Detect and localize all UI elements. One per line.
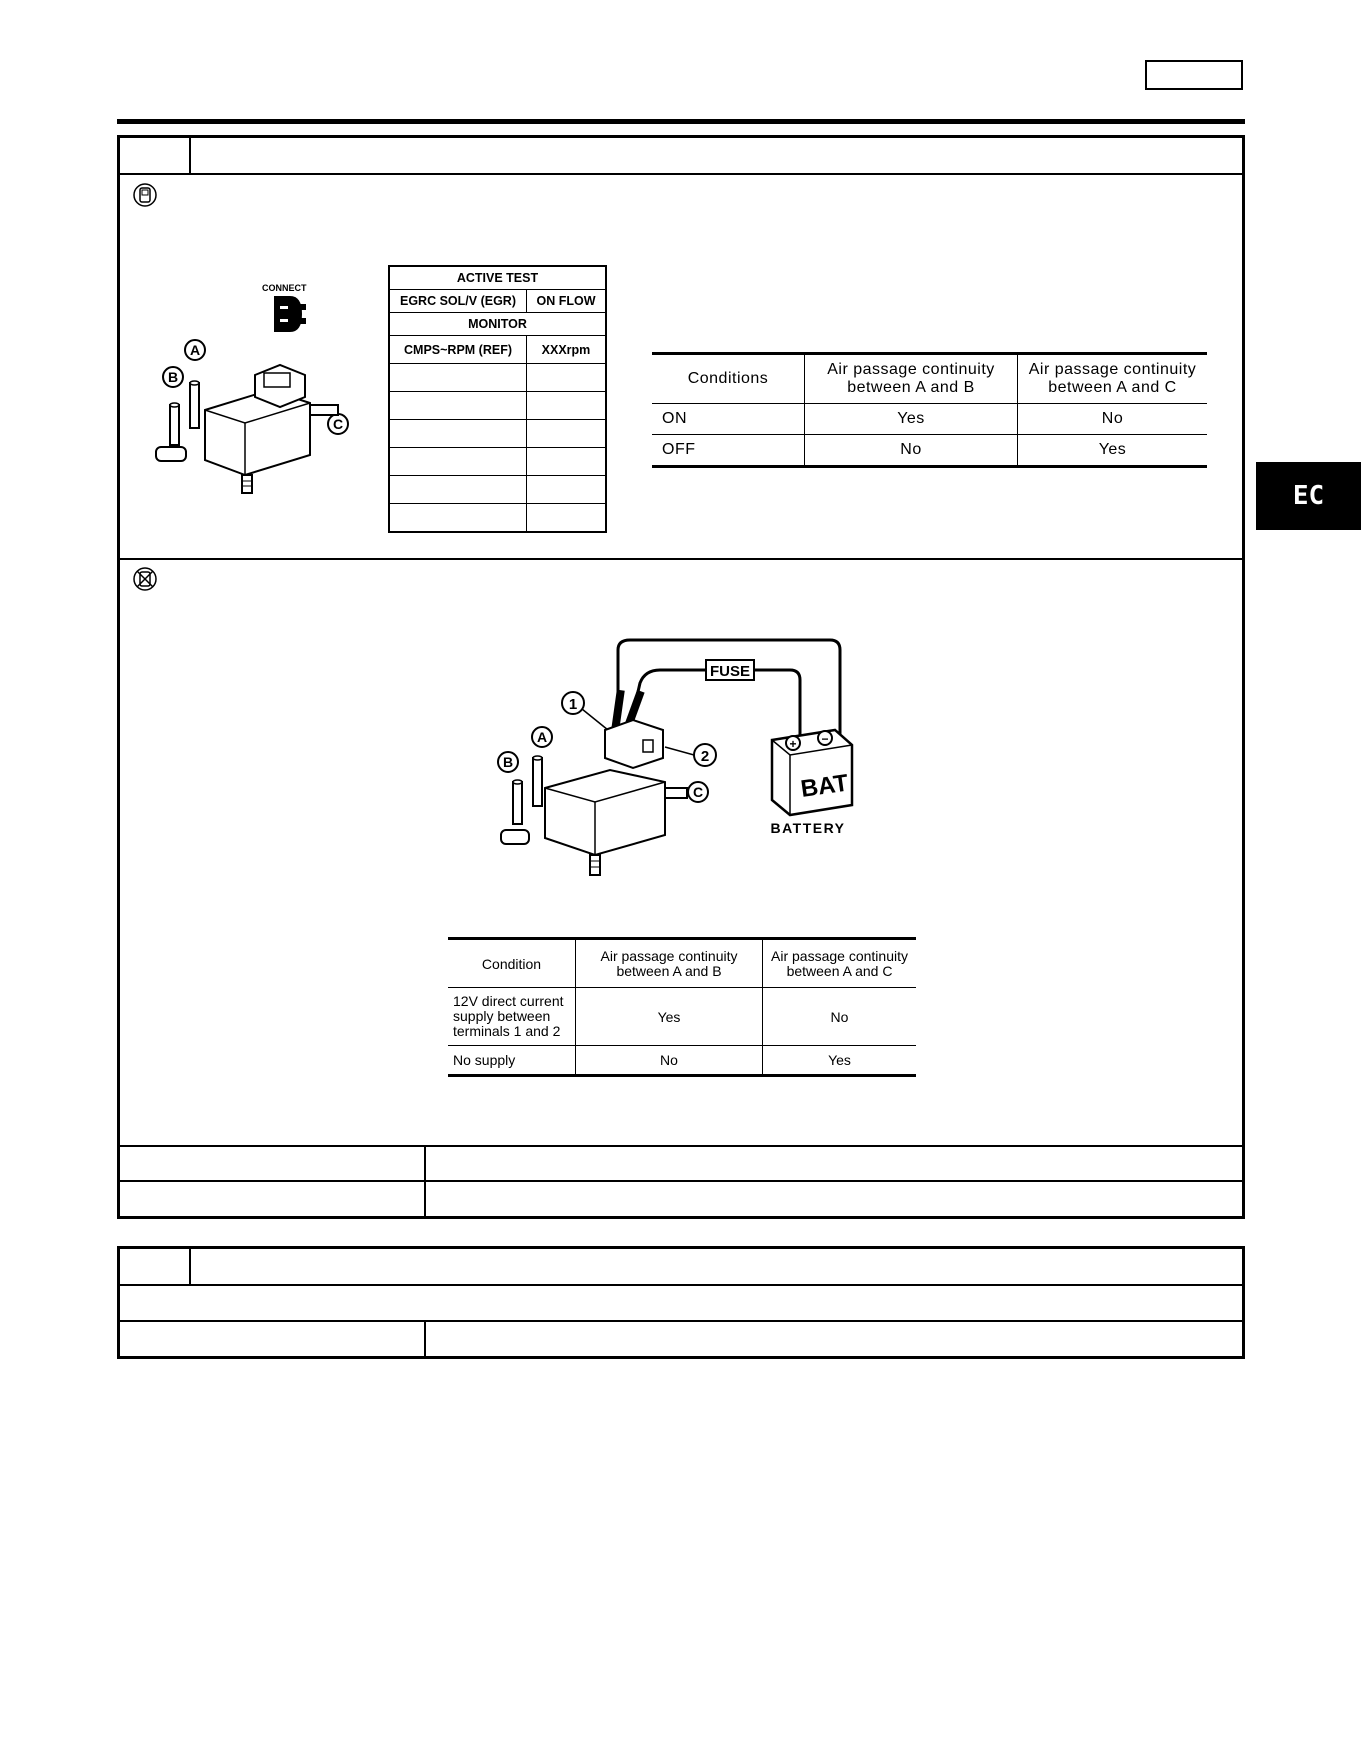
monitor-item: CMPS~RPM (REF) bbox=[389, 336, 527, 364]
consult-tool-icon bbox=[132, 182, 158, 208]
table-cell: No bbox=[830, 1008, 849, 1025]
result-column-divider bbox=[424, 1145, 426, 1217]
active-test-item: EGRC SOL/V (EGR) bbox=[389, 290, 527, 313]
table-cell: Yes bbox=[828, 1052, 851, 1068]
monitor-blank-row bbox=[389, 364, 527, 392]
table-cell: No bbox=[1101, 410, 1124, 427]
svg-text:−: − bbox=[821, 732, 829, 746]
monitor-title: MONITOR bbox=[389, 313, 606, 336]
port-a-label: A bbox=[536, 729, 548, 745]
monitor-blank-cell bbox=[527, 448, 607, 476]
result-row-rule-2 bbox=[117, 1180, 1245, 1182]
port-c-label: C bbox=[692, 784, 704, 800]
table-cell: 12V direct current supply between terminals 1 and 2 bbox=[448, 988, 576, 1046]
step-header-rule bbox=[117, 173, 1245, 175]
table-cell: Yes bbox=[576, 988, 763, 1046]
monitor-blank-row bbox=[389, 448, 527, 476]
monitor-blank-cell bbox=[527, 420, 607, 448]
table-cell: OFF bbox=[652, 435, 805, 467]
egrc-solenoid-valve-bench-diagram bbox=[495, 720, 715, 890]
battery-label: BATTERY bbox=[770, 820, 846, 836]
port-a-label: A bbox=[189, 342, 201, 358]
table-cell: ON bbox=[652, 404, 805, 435]
page-number-box bbox=[1145, 60, 1243, 90]
monitor-blank-row bbox=[389, 476, 527, 504]
table-header: Conditions bbox=[652, 354, 805, 404]
connect-label: CONNECT bbox=[262, 283, 307, 293]
bench-continuity-table bbox=[448, 937, 916, 1077]
monitor-value: XXXrpm bbox=[527, 336, 607, 364]
next-step-frame bbox=[117, 1246, 1245, 1359]
monitor-blank-cell bbox=[527, 392, 607, 420]
step-number-divider bbox=[189, 135, 191, 174]
active-test-title: ACTIVE TEST bbox=[389, 266, 606, 290]
consult-continuity-table bbox=[652, 352, 1207, 468]
table-cell: No supply bbox=[448, 1046, 576, 1076]
next-step-row-rule bbox=[117, 1320, 1245, 1322]
active-test-item-value[interactable]: ON FLOW bbox=[527, 290, 607, 313]
next-step-header-rule bbox=[117, 1284, 1245, 1286]
result-row-rule-1 bbox=[117, 1145, 1245, 1147]
port-b-label: B bbox=[167, 369, 179, 385]
egrc-solenoid-valve-diagram bbox=[150, 335, 360, 505]
section-divider bbox=[117, 558, 1245, 560]
fuse-label: FUSE bbox=[709, 663, 751, 680]
terminal-2-label: 2 bbox=[700, 748, 710, 765]
table-header: Air passage continuity between A and C bbox=[771, 947, 908, 979]
terminal-1-label: 1 bbox=[568, 696, 578, 713]
monitor-blank-row bbox=[389, 504, 527, 533]
section-tab-ec[interactable]: EC bbox=[1256, 462, 1361, 530]
table-header: Air passage continuity between A and C bbox=[1028, 361, 1197, 396]
table-header: Air passage continuity between A and B bbox=[805, 354, 1018, 404]
table-header: Air passage continuity between A and B bbox=[576, 939, 763, 988]
next-step-column-divider bbox=[424, 1320, 426, 1357]
monitor-blank-cell bbox=[527, 364, 607, 392]
table-cell: Yes bbox=[1098, 441, 1127, 458]
table-header: Condition bbox=[448, 939, 576, 988]
connector-icon bbox=[266, 294, 310, 334]
port-b-label: B bbox=[502, 754, 514, 770]
battery-mark: BAT bbox=[799, 769, 850, 803]
svg-text:+: + bbox=[789, 737, 797, 751]
table-cell: Yes bbox=[805, 404, 1018, 435]
no-consult-icon bbox=[132, 566, 158, 592]
monitor-blank-row bbox=[389, 420, 527, 448]
header-rule bbox=[117, 119, 1245, 124]
active-test-screen bbox=[388, 265, 607, 533]
monitor-blank-cell bbox=[527, 476, 607, 504]
monitor-blank-row bbox=[389, 392, 527, 420]
monitor-blank-cell bbox=[527, 504, 607, 533]
table-cell: No bbox=[805, 435, 1018, 467]
next-step-number-divider bbox=[189, 1246, 191, 1285]
table-cell: No bbox=[576, 1046, 763, 1076]
port-c-label: C bbox=[332, 416, 344, 432]
